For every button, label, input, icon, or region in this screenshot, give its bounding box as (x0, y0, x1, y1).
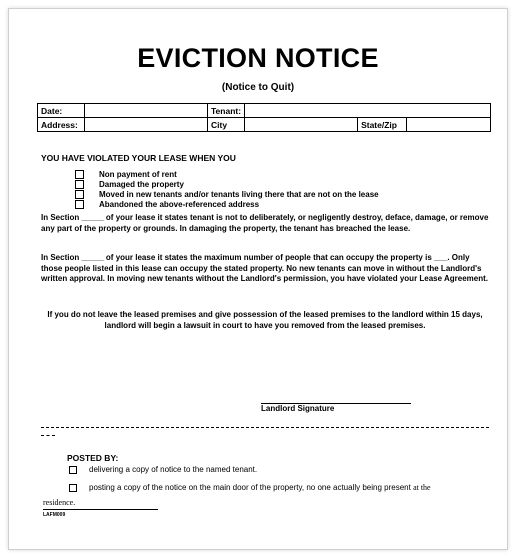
posted-option-label: delivering a copy of notice to the named tenant. (89, 465, 258, 474)
checkbox[interactable] (75, 190, 84, 199)
document-subtitle: (Notice to Quit) (221, 82, 295, 93)
violation-label: Abandoned the above-referenced address (99, 199, 260, 209)
list-item (69, 483, 431, 492)
violation-label: Damaged the property (99, 179, 184, 189)
checkbox[interactable] (75, 170, 84, 179)
divider (41, 435, 55, 436)
tenant-field[interactable] (245, 104, 491, 118)
address-field[interactable] (85, 118, 208, 132)
checkbox[interactable] (69, 484, 77, 492)
list-item (75, 189, 379, 199)
checkbox[interactable] (75, 180, 84, 189)
tenant-label: Tenant: (208, 104, 245, 118)
document-title: EVICTION NOTICE (137, 43, 379, 73)
occupancy-paragraph: In Section _____ of your lease it states the maximum number of people that can occupy the property is ___. Only those people listed in this lease can occupy the stated property. No new tenants can move in without the Landlord's written approval. In moving new tenants without the Landlord's permission, you have violated your Lease Agreement. (41, 253, 489, 283)
list-item (75, 169, 379, 179)
tenant-info-table (37, 103, 491, 132)
document-page (8, 8, 508, 550)
list-item (75, 199, 379, 209)
damage-paragraph: In Section _____ of your lease it states tenant is not to deliberately, or negligently destroy, deface, damage, or remove any part of the property or grounds. In damaging the property, the tenant has breached the lease. (41, 213, 489, 233)
divider (41, 427, 489, 428)
city-label: City (208, 118, 245, 132)
residence-text: residence. (43, 498, 76, 507)
state-zip-field[interactable] (407, 118, 491, 132)
violation-heading: YOU HAVE VIOLATED YOUR LEASE WHEN YOU (41, 153, 236, 163)
list-item (75, 179, 379, 189)
date-field[interactable] (85, 104, 208, 118)
posted-option-label: posting a copy of the notice on the main door of the property, no one actually being present at the (89, 483, 431, 492)
violation-checklist (75, 169, 379, 209)
city-field[interactable] (245, 118, 358, 132)
list-item (69, 465, 257, 474)
violation-label: Non payment of rent (99, 169, 177, 179)
signature-label: Landlord Signature (261, 404, 335, 413)
date-label: Date: (38, 104, 85, 118)
address-label: Address: (38, 118, 85, 132)
quit-warning-paragraph: If you do not leave the leased premises and give possession of the leased premises to the landlord within 15 days, landlord will begin a lawsuit in court to have you removed from the leased premises. (47, 310, 483, 330)
state-zip-label: State/Zip (358, 118, 407, 132)
form-line (43, 509, 158, 510)
form-code: LAFM009 (43, 512, 66, 518)
posted-by-heading: POSTED BY: (67, 453, 119, 463)
violation-label: Moved in new tenants and/or tenants living there that are not on the lease (99, 189, 379, 199)
checkbox[interactable] (75, 200, 84, 209)
checkbox[interactable] (69, 466, 77, 474)
